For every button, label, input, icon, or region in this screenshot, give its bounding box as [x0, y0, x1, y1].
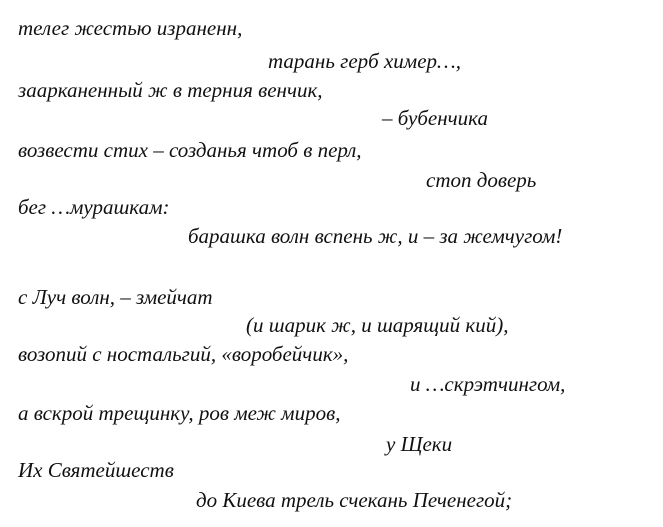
- poem-line: Их Святейшеств: [18, 458, 174, 482]
- poem-line: до Киева трель счекань Печенегой;: [196, 488, 513, 512]
- poem-line: бег …мурашкам:: [18, 195, 170, 219]
- poem-line: тарань герб химер…,: [268, 49, 461, 73]
- poem-line: – бубенчика: [382, 106, 488, 130]
- poem-line: а вскрой трещинку, ров меж миров,: [18, 401, 341, 425]
- poem-line: барашка волн вспень ж, и – за жемчугом!: [188, 224, 563, 248]
- poem-line: у Щеки: [386, 432, 453, 456]
- poem-line: возвести стих – созданья чтоб в перл,: [18, 138, 362, 162]
- poem-line: и …скрэтчингом,: [410, 372, 566, 396]
- poem-line: возопий с ностальгий, «воробейчик»,: [18, 342, 349, 366]
- poem-line: (и шарик ж, и шарящий кий),: [246, 313, 509, 337]
- poem-line: телег жестью израненн,: [18, 16, 243, 40]
- poem-line: стоп доверь: [426, 168, 537, 192]
- poem-line: заарканенный ж в терния венчик,: [18, 78, 323, 102]
- poem-line: с Луч волн, – змейчат: [18, 285, 213, 309]
